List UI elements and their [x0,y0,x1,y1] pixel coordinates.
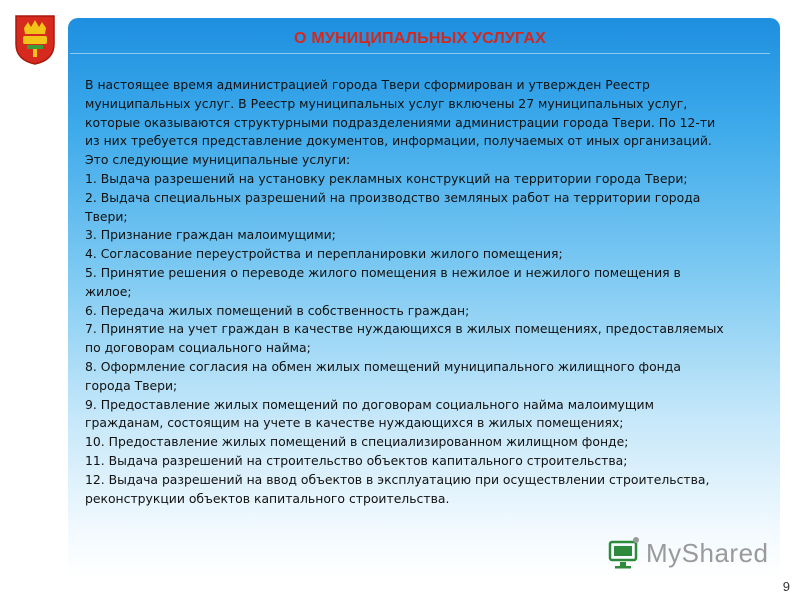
title-bar [70,28,770,52]
page-title: О МУНИЦИПАЛЬНЫХ УСЛУГАХ [294,30,546,47]
list-item: 7. Принятие на учет граждан в качестве нуждающихся в жилых помещениях, предоставляемых по договорам социального найма; [85,321,724,356]
list-item: 3. Признание граждан малоимущими; [85,227,336,243]
list-item: 10. Предоставление жилых помещений в специализированном жилищном фонде; [85,434,629,450]
intro-paragraph: В настоящее время администрацией города Твери сформирован и утвержден Реестр муниципальных услуг. В Реестр муниципальных услуг включены 27 муниципальных услуг, которые оказываются структурными подразделениями администрации города Твери. По 12-ти из них требуется представление документов, информации, получаемых от иных организаций. Это следующие муниципальные услуги: [85,77,716,168]
list-item: 5. Принятие решения о переводе жилого помещения в нежилое и нежилого помещения в жилое; [85,264,681,299]
watermark-text: MyShared [646,538,769,568]
list-item: 11. Выдача разрешений на строительство объектов капитального строительства; [85,452,628,468]
body-text [85,76,725,508]
list-item: 8. Оформление согласия на обмен жилых помещений муниципального жилищного фонда города Твери; [85,358,681,393]
tver-coat-of-arms-icon [14,14,56,66]
title-divider [70,53,770,54]
list-item: 2. Выдача специальных разрешений на производство земляных работ на территории города Твери; [85,189,701,224]
myshared-logo-icon [606,536,642,570]
list-item: 9. Предоставление жилых помещений по договорам социального найма малоимущим гражданам, состоящим на учете в качестве нуждающихся в жилых помещениях; [85,396,654,431]
list-item: 1. Выдача разрешений на установку рекламных конструкций на территории города Твери; [85,170,688,186]
list-item: 12. Выдача разрешений на ввод объектов в эксплуатацию при осуществлении строительства, реконструкции объектов капитального строительства. [85,471,710,506]
myshared-watermark[interactable] [606,534,769,574]
list-item: 6. Передача жилых помещений в собственность граждан; [85,302,470,318]
list-item: 4. Согласование переустройства и перепланировки жилого помещения; [85,246,563,262]
page-number: 9 [782,579,790,594]
